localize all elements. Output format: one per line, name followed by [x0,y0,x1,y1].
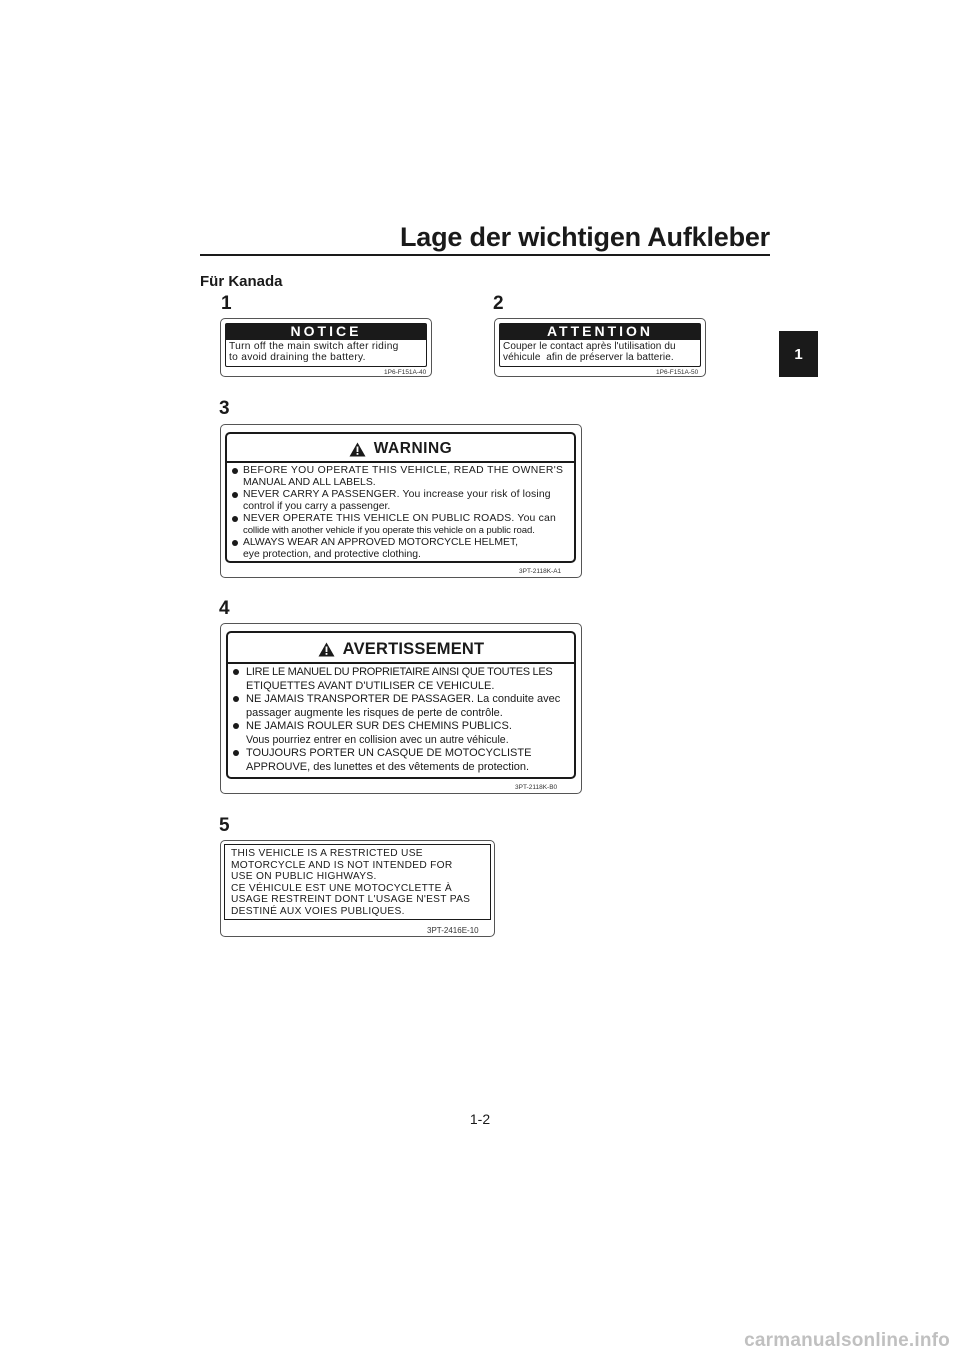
chapter-tab: 1 [779,331,818,377]
decal-code: 3PT-2118K-B0 [515,784,558,791]
list-item: NEVER OPERATE THIS VEHICLE ON PUBLIC ROADS. You can collide with another vehicle if you operate this vehicle on a public road. [230,513,570,537]
label-number-4: 4 [219,598,230,619]
warning-triangle-icon [318,642,335,657]
page-title: Lage der wichtigen Aufkleber [400,222,770,252]
watermark: carmanualsonline.info [744,1330,950,1351]
label-number-1: 1 [221,293,232,314]
list-item: ALWAYS WEAR AN APPROVED MOTORCYCLE HELMET, eye protection, and protective clothing. [230,537,570,561]
list-item: BEFORE YOU OPERATE THIS VEHICLE, READ THE OWNER'S MANUAL AND ALL LABELS. [230,465,570,489]
list-item: NEVER CARRY A PASSENGER. You increase your risk of losing control if you carry a passenger. [230,489,570,513]
decal-code: 1P6-F151A-40 [384,369,427,376]
label-number-2: 2 [493,293,504,314]
decal-text: Turn off the main switch after riding to avoid draining the battery. [225,340,427,367]
decal-code: 1P6-F151A-50 [656,369,699,376]
label-number-5: 5 [219,815,230,836]
list-item: NE JAMAIS ROULER SUR DES CHEMINS PUBLICS. Vous pourriez entrer en collision avec un autre véhicule. [231,720,570,747]
notice-decal [220,318,432,377]
list-item: LIRE LE MANUEL DU PROPRIETAIRE AINSI QUE TOUTES LES ETIQUETTES AVANT D'UTILISER CE VEHICULE. [231,666,570,693]
warning-decal [220,424,582,578]
avertissement-list [231,666,570,774]
title-rule [200,254,770,256]
decal-code: 3PT-2118K-A1 [519,568,562,575]
avertissement-decal [220,623,582,794]
restricted-use-text: THIS VEHICLE IS A RESTRICTED USE MOTORCYCLE AND IS NOT INTENDED FOR USE ON PUBLIC HIGHWAYS. CE VÉHICULE EST UNE MOTOCYCLETTE À USAGE RESTREINT DONT L'USAGE N'EST PAS DESTINÉ AUX VOIES PUBLIQUES. [224,844,491,920]
attention-decal [494,318,706,377]
decal-code: 3PT-2416E-10 [427,926,479,935]
avertissement-frame [226,631,576,779]
decal-text: Couper le contact après l'utilisation du véhicule afin de préserver la batterie. [499,340,701,367]
label-number-3: 3 [219,398,230,419]
warning-triangle-icon [349,442,366,457]
page-number: 1-2 [469,1111,491,1127]
section-heading: Für Kanada [200,273,283,290]
warning-list [230,465,570,561]
warning-frame [225,432,576,563]
list-item: NE JAMAIS TRANSPORTER DE PASSAGER. La conduite avec passager augmente les risques de perte de contrôle. [231,693,570,720]
decal-header: NOTICE [225,323,427,340]
warning-rule [227,461,574,463]
avertissement-header [228,636,574,662]
avertissement-title: AVERTISSEMENT [342,639,485,658]
restricted-use-decal [220,840,495,937]
avertissement-rule [228,662,574,664]
warning-title: WARNING [373,440,453,457]
list-item: TOUJOURS PORTER UN CASQUE DE MOTOCYCLISTE APPROUVE, des lunettes et des vêtements de protection. [231,747,570,774]
warning-header [227,437,574,461]
decal-header: ATTENTION [499,323,701,340]
